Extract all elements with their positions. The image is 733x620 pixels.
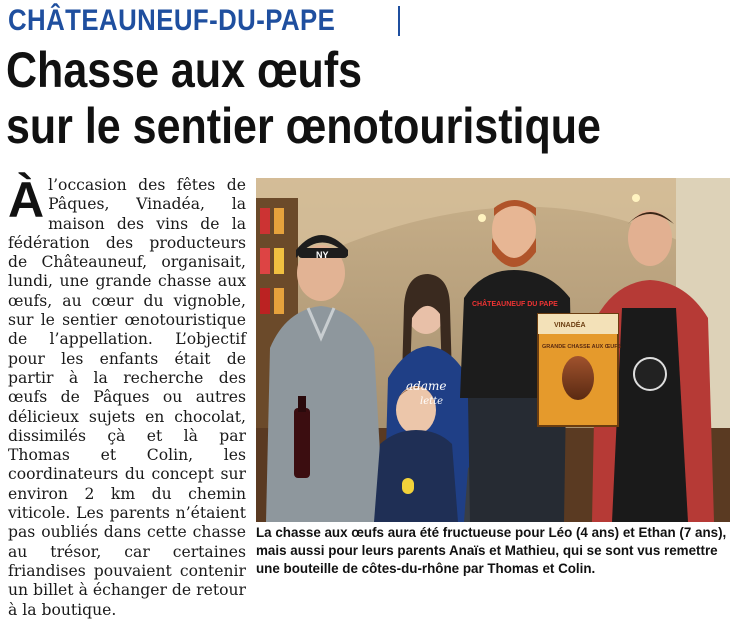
section-kicker [8,2,389,40]
kicker-text: CHÂTEAUNEUF-DU-PAPE [8,4,336,37]
headline-line-2: sur le sentier œnotouristique [6,98,601,154]
kicker-divider [398,6,400,36]
photo-illustration [256,178,730,522]
shirt-script-2: lette [420,396,444,407]
poster-title: GRANDE CHASSE AUX ŒUFS [542,344,622,350]
photo-caption: La chasse aux œufs aura été fructueuse pour Léo (4 ans) et Ethan (7 ans), mais aussi pour leurs parents Anaïs et Mathieu, qui se sont vus remettre une bouteille de côtes-du-rhône par Thomas et Colin. [256,525,727,576]
poster-brand: VINADÉA [554,322,586,329]
cap-logo: NY [316,250,329,260]
article-photo [256,178,730,522]
headline-line-1: Chasse aux œufs [6,42,363,98]
article-body [8,172,246,620]
shirt-text: CHÂTEAUNEUF DU PAPE [472,301,558,308]
shirt-script: adame [406,379,447,393]
headline [6,42,726,154]
article-text: l’occasion des fêtes de Pâques, Vinadéa, la maison des vins de la fédération des producteurs de Châteauneuf, organisait, lundi, une grande chasse aux œufs, au cœur du vignoble, sur le sentier œnotouristique de l’appellation. L’objectif pour les enfants était de partir à la recherche des œufs de Pâques ou autres délicieux sujets en chocolat, dissimilés çà et là par Thomas et Colin, les coordinateurs du concept sur environ 2 km du chemin viticole. Les parents n’étaient pas oubliés dans cette chasse au trésor, car certaines friandises pouvaient contenir un billet à échanger de retour à la boutique. [8,176,246,619]
drop-cap: À [8,172,45,228]
